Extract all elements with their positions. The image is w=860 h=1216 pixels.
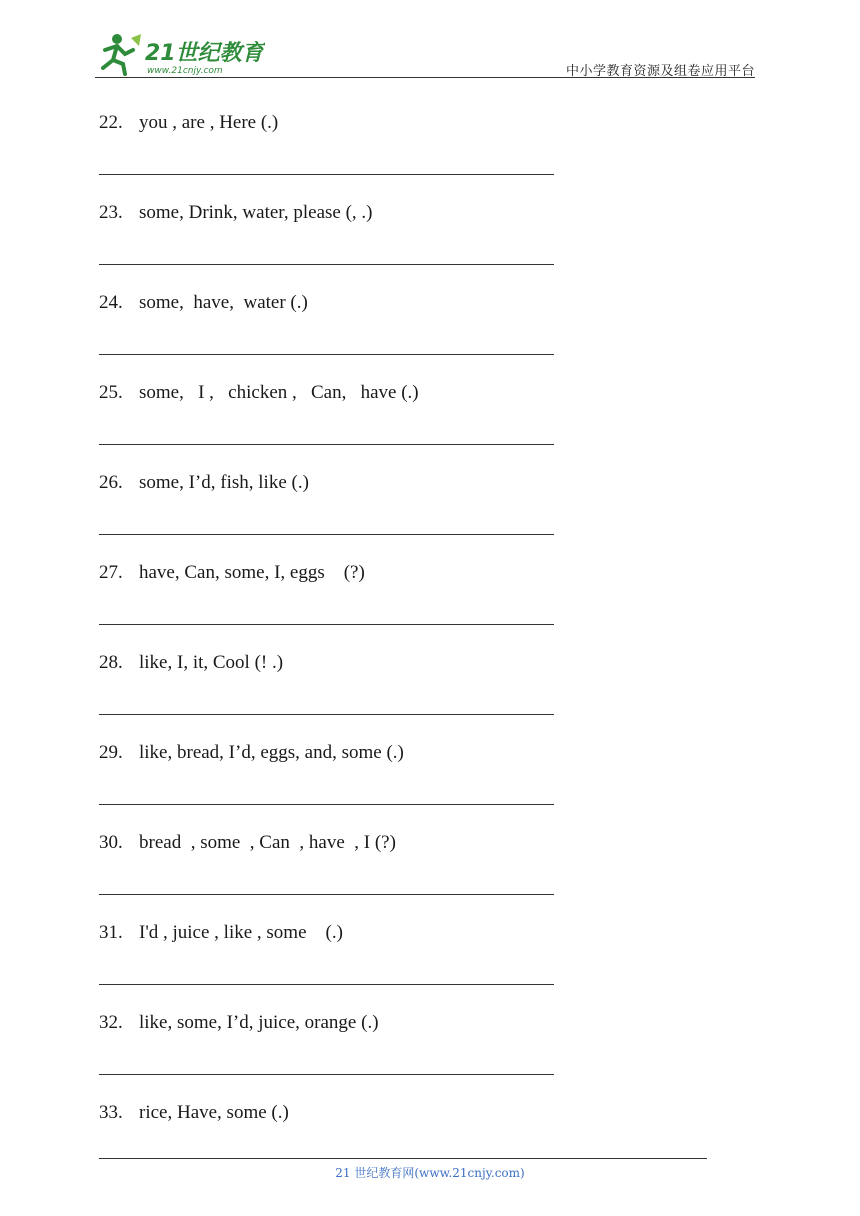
answer-line[interactable]	[99, 444, 554, 445]
logo	[95, 30, 265, 76]
page-header	[95, 30, 755, 78]
question-number: 26.	[99, 472, 123, 493]
question-text: bread , some , Can , have , I (?)	[139, 832, 396, 853]
logo-url-text: www.21cnjy.com	[147, 66, 223, 76]
answer-line[interactable]	[99, 894, 554, 895]
question-item	[99, 1102, 289, 1124]
question-text: I'd , juice , like , some (.)	[139, 922, 343, 943]
question-item	[99, 292, 308, 314]
question-number: 29.	[99, 742, 123, 763]
footer-text: 21 世纪教育网(www.21cnjy.com)	[335, 1166, 525, 1180]
question-item	[99, 922, 343, 944]
question-text: rice, Have, some (.)	[139, 1102, 289, 1123]
answer-line[interactable]	[99, 714, 554, 715]
question-item	[99, 382, 419, 404]
answer-line[interactable]	[99, 1074, 554, 1075]
question-number: 23.	[99, 202, 123, 223]
question-item	[99, 112, 278, 134]
question-text: some, have, water (.)	[139, 292, 308, 313]
runner-logo-icon	[95, 30, 265, 76]
logo-text: 21世纪教育	[145, 41, 264, 66]
question-text: some, I’d, fish, like (.)	[139, 472, 309, 493]
question-number: 24.	[99, 292, 123, 313]
question-item	[99, 832, 396, 854]
question-text: like, bread, I’d, eggs, and, some (.)	[139, 742, 404, 763]
question-number: 28.	[99, 652, 123, 673]
question-item	[99, 562, 365, 584]
answer-line[interactable]	[99, 984, 554, 985]
header-divider	[95, 77, 755, 78]
question-item	[99, 472, 309, 494]
question-text: have, Can, some, I, eggs (?)	[139, 562, 365, 583]
question-number: 32.	[99, 1012, 123, 1033]
question-number: 31.	[99, 922, 123, 943]
footer-divider	[99, 1158, 707, 1159]
answer-line[interactable]	[99, 624, 554, 625]
question-item	[99, 652, 283, 674]
answer-line[interactable]	[99, 264, 554, 265]
question-text: some, I , chicken , Can, have (.)	[139, 382, 419, 403]
question-number: 27.	[99, 562, 123, 583]
question-item	[99, 742, 404, 764]
question-number: 22.	[99, 112, 123, 133]
question-text: you , are , Here (.)	[139, 112, 279, 133]
question-item	[99, 202, 373, 224]
question-text: some, Drink, water, please (, .)	[139, 202, 373, 223]
answer-line[interactable]	[99, 174, 554, 175]
question-text: like, some, I’d, juice, orange (.)	[139, 1012, 379, 1033]
answer-line[interactable]	[99, 804, 554, 805]
answer-line[interactable]	[99, 534, 554, 535]
question-number: 30.	[99, 832, 123, 853]
platform-title: 中小学教育资源及组卷应用平台	[565, 64, 755, 79]
answer-line[interactable]	[99, 354, 554, 355]
question-number: 33.	[99, 1102, 123, 1123]
question-text: like, I, it, Cool (! .)	[139, 652, 284, 673]
question-number: 25.	[99, 382, 123, 403]
question-item	[99, 1012, 379, 1034]
